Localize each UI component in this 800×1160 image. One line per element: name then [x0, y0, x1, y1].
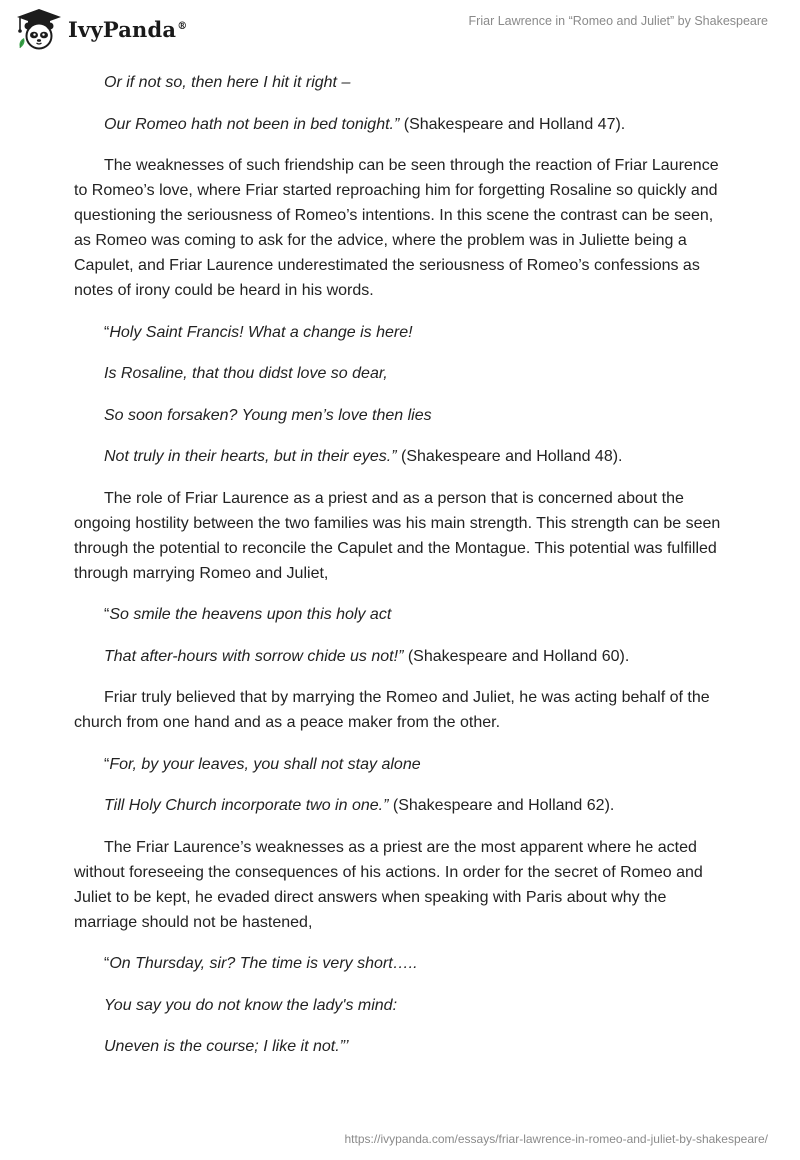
- quote-line: “On Thursday, sir? The time is very short…..: [104, 955, 418, 972]
- paragraph: The Friar Laurence’s weaknesses as a priest are the most apparent where he acted without foreseeing the consequences of his actions. In order for the secret of Romeo and Juliet to be kept, he evaded direct answers when speaking with Paris about why the marriage should not be hastened,: [74, 838, 703, 931]
- quote-line: So soon forsaken? Young men’s love then lies: [104, 406, 432, 424]
- quote-line: Uneven is the course; I like it not.”’: [104, 1038, 349, 1055]
- logo-wordmark: IvyPanda®: [68, 16, 188, 42]
- document-title: Friar Lawrence in “Romeo and Juliet” by Shakespeare: [468, 14, 768, 28]
- quote-line: “For, by your leaves, you shall not stay alone: [104, 755, 421, 773]
- ivypanda-logo[interactable]: [16, 8, 187, 50]
- paragraph: Friar truly believed that by marrying the Romeo and Juliet, he was acting behalf of the church from one hand and as a peace maker from the other.: [74, 689, 710, 731]
- citation: (Shakespeare and Holland 48).: [396, 448, 623, 465]
- essay-body: [74, 70, 730, 1076]
- registered-mark: ®: [177, 20, 188, 32]
- paragraph: The weaknesses of such friendship can be seen through the reaction of Friar Laurence to Romeo’s love, where Friar started reproaching him for forgetting Rosaline so quickly and questioning the seriousness of Romeo’s intentions. In this scene the contrast can be seen, as Romeo was coming to ask for the advice, where the problem was in Juliette being a Capulet, and Friar Laurence underestimated the seriousness of Romeo’s confessions as notes of irony could be heard in his words.: [74, 157, 719, 299]
- citation: (Shakespeare and Holland 62).: [388, 797, 615, 814]
- panda-graduate-icon: [16, 8, 62, 50]
- quote-line: Not truly in their hearts, but in their eyes.” (Shakespeare and Holland 48).: [104, 448, 623, 465]
- quote-line: “Holy Saint Francis! What a change is here!: [104, 323, 413, 341]
- quote-line: Till Holy Church incorporate two in one.” (Shakespeare and Holland 62).: [104, 797, 615, 814]
- page-header: [0, 0, 800, 60]
- quote-line: You say you do not know the lady's mind:: [104, 996, 398, 1014]
- source-url[interactable]: https://ivypanda.com/essays/friar-lawrence-in-romeo-and-juliet-by-shakespeare/: [344, 1132, 768, 1146]
- quote-line: Our Romeo hath not been in bed tonight.” (Shakespeare and Holland 47).: [104, 115, 626, 133]
- quote-line: That after-hours with sorrow chide us not!” (Shakespeare and Holland 60).: [104, 647, 630, 665]
- quote-line: Or if not so, then here I hit it right –: [104, 74, 351, 91]
- paragraph: The role of Friar Laurence as a priest and as a person that is concerned about the ongoing hostility between the two families was his main strength. This strength can be seen through the potential to reconcile the Capulet and the Montague. This potential was fulfilled through marrying Romeo and Juliet,: [74, 489, 721, 582]
- quote-line: “So smile the heavens upon this holy act: [104, 606, 392, 623]
- quote-line: Is Rosaline, that thou didst love so dear,: [104, 365, 388, 382]
- citation: (Shakespeare and Holland 47).: [399, 115, 626, 133]
- citation: (Shakespeare and Holland 60).: [403, 647, 630, 665]
